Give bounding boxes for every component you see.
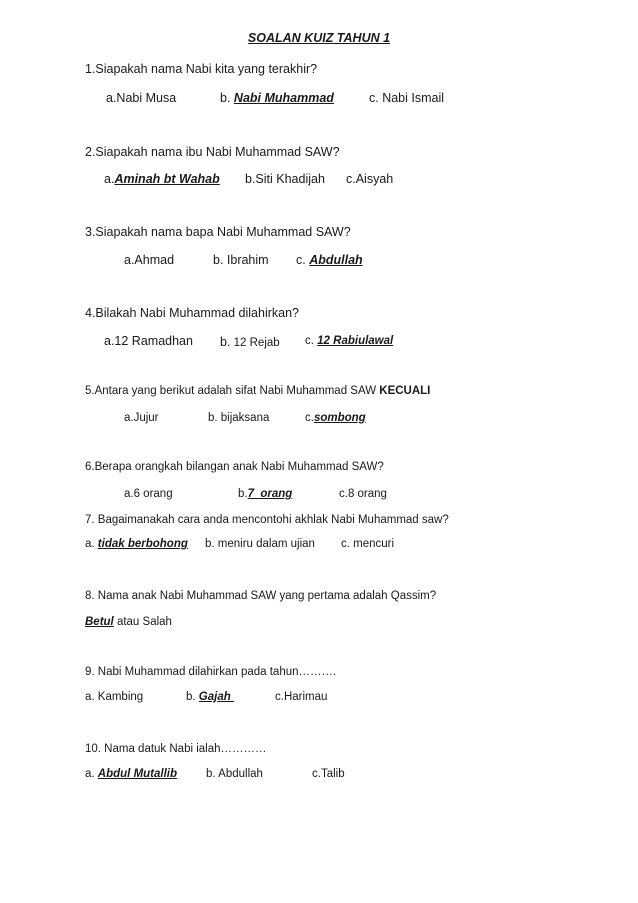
- q6-option-c: c.8 orang: [339, 488, 387, 500]
- q6-option-b-prefix: b.: [238, 488, 248, 500]
- q4-option-b-text: 12 Rejab: [233, 337, 280, 349]
- question-5-text: 5.Antara yang berikut adalah sifat Nabi Muhammad SAW: [85, 385, 377, 397]
- question-3: 3.Siapakah nama bapa Nabi Muhammad SAW?: [85, 225, 351, 239]
- question-9: 9. Nabi Muhammad dilahirkan pada tahun……….: [85, 666, 337, 678]
- q2-option-a: [104, 172, 220, 186]
- q4-answer: 12 Rabiulawal: [317, 335, 394, 347]
- question-1: 1.Siapakah nama Nabi kita yang terakhir?: [85, 62, 318, 76]
- question-5-emphasis: KECUALI: [379, 385, 431, 397]
- q7-option-a: [85, 538, 188, 550]
- q3-option-c-prefix: c.: [296, 253, 306, 267]
- q3-option-c: [296, 253, 363, 267]
- q3-answer: Abdullah: [309, 253, 363, 267]
- question-2: 2.Siapakah nama ibu Nabi Muhammad SAW?: [85, 145, 340, 159]
- q2-option-c: c.Aisyah: [346, 172, 394, 186]
- q6-option-a: a.6 orang: [124, 488, 173, 500]
- q1-answer: Nabi Muhammad: [233, 91, 334, 105]
- q8-options: [85, 616, 172, 628]
- q4-option-b-prefix: b.: [220, 335, 231, 349]
- q8-options-rest: atau Salah: [113, 616, 172, 628]
- question-4: 4.Bilakah Nabi Muhammad dilahirkan?: [85, 306, 300, 320]
- q1-option-b: [220, 91, 334, 105]
- q5-answer: sombong: [313, 412, 366, 424]
- q5-option-b: b. bijaksana: [208, 412, 270, 424]
- q10-option-b: b. Abdullah: [206, 768, 263, 780]
- q9-option-a: a. Kambing: [85, 691, 144, 703]
- q8-answer: Betul: [85, 616, 114, 628]
- q1-option-a: a.Nabi Musa: [106, 91, 177, 105]
- q6-answer: 7 orang: [247, 488, 293, 500]
- q3-option-b: b. Ibrahim: [213, 253, 269, 267]
- q2-option-b: b.Siti Khadijah: [245, 172, 325, 186]
- q5-option-c-prefix: c.: [305, 412, 314, 424]
- q4-option-b: [220, 335, 280, 349]
- q1-option-b-prefix: b.: [220, 91, 231, 105]
- q5-option-c: [305, 412, 366, 424]
- q7-answer: tidak berbohong: [97, 538, 188, 550]
- question-8: 8. Nama anak Nabi Muhammad SAW yang pertama adalah Qassim?: [85, 590, 437, 602]
- q2-option-a-prefix: a.: [104, 172, 115, 186]
- q7-option-a-prefix: a.: [85, 538, 95, 550]
- q1-option-c: c. Nabi Ismail: [369, 91, 445, 105]
- q10-option-a: [85, 768, 177, 780]
- q6-option-b: [238, 488, 292, 500]
- q9-answer: Gajah: [198, 691, 234, 703]
- q4-option-c-prefix: c.: [305, 335, 314, 347]
- q9-option-c: c.Harimau: [275, 691, 328, 703]
- page-title: SOALAN KUIZ TAHUN 1: [247, 31, 391, 45]
- q9-option-b-prefix: b.: [186, 691, 196, 703]
- question-6: 6.Berapa orangkah bilangan anak Nabi Muhammad SAW?: [85, 461, 384, 473]
- q9-option-b: [186, 691, 234, 703]
- q2-answer: Aminah bt Wahab: [114, 172, 220, 186]
- q3-option-a: a.Ahmad: [124, 253, 175, 267]
- q10-option-a-prefix: a.: [85, 768, 95, 780]
- q4-option-c: [305, 335, 393, 347]
- q7-option-b: b. meniru dalam ujian: [205, 538, 315, 550]
- q5-option-a: a.Jujur: [124, 412, 159, 424]
- question-5: [85, 385, 430, 397]
- question-7: 7. Bagaimanakah cara anda mencontohi akhlak Nabi Muhammad saw?: [85, 514, 449, 526]
- q7-option-c: c. mencuri: [341, 538, 395, 550]
- q10-option-c: c.Talib: [312, 768, 345, 780]
- question-10: 10. Nama datuk Nabi ialah…………: [85, 743, 267, 755]
- q10-answer: Abdul Mutallib: [97, 768, 178, 780]
- q4-option-a: a.12 Ramadhan: [104, 334, 193, 348]
